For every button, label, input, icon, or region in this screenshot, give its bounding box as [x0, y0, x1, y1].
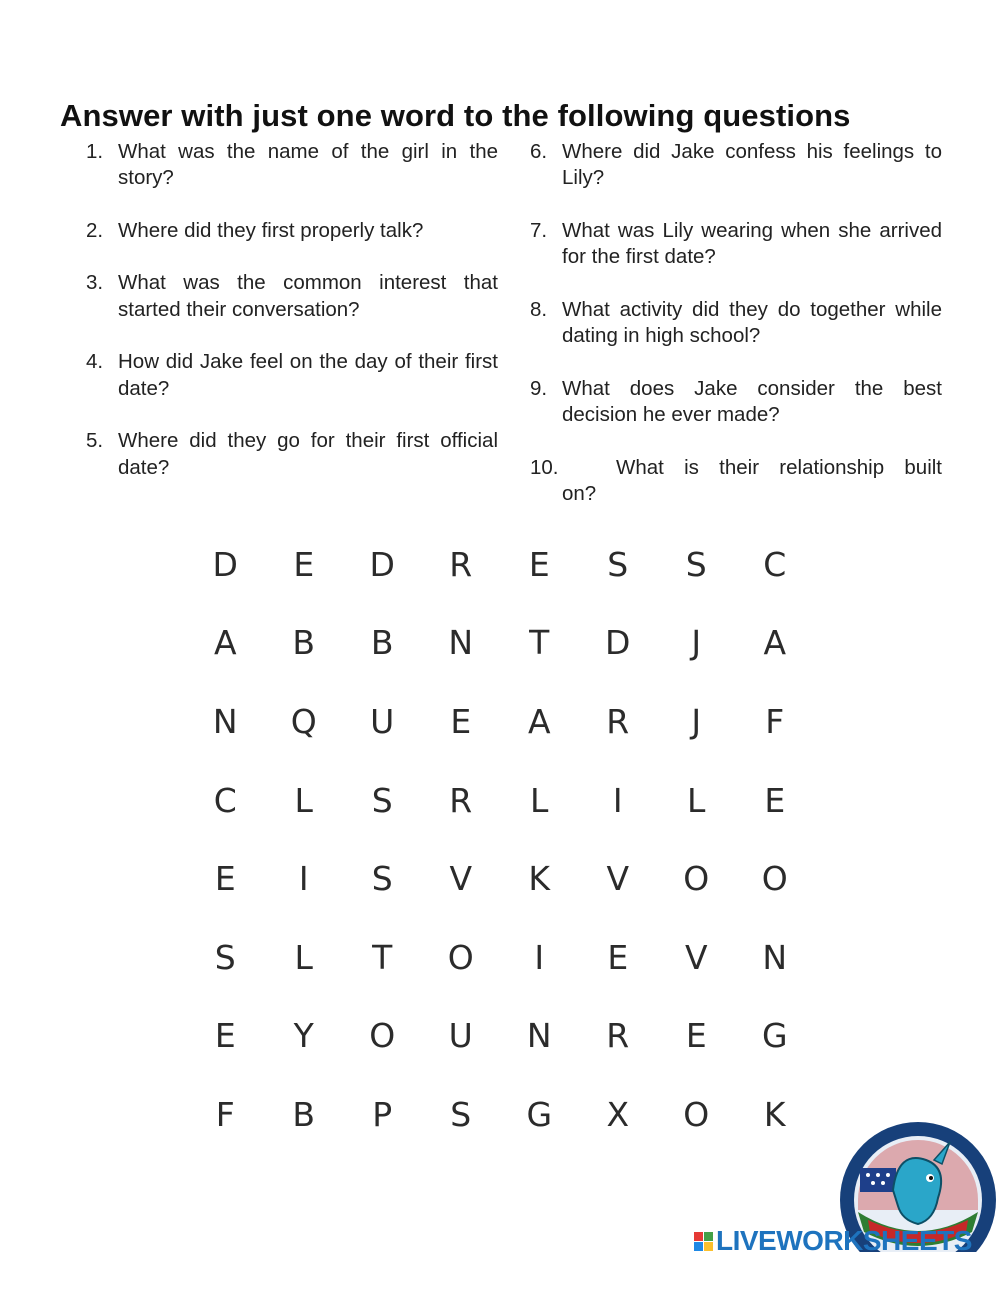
word-search-letter: V [684, 937, 708, 977]
word-search-letter: N [212, 701, 238, 741]
word-search-letter: X [606, 1094, 630, 1134]
question-number: 2. [86, 218, 104, 242]
question-item [86, 428, 498, 481]
word-search-letter: L [294, 937, 313, 977]
question-text: What was the common interest that started their conversation? [118, 271, 498, 321]
word-search-letter: R [606, 701, 630, 741]
word-search-letter: S [371, 780, 393, 820]
page-title: Answer with just one word to the following questions [60, 98, 851, 133]
word-search-letter: D [212, 544, 238, 584]
question-number: 6. [530, 140, 548, 163]
word-search-letter: R [449, 544, 473, 584]
word-search-letter: O [369, 1016, 396, 1056]
question-text: Where did they go for their first official date? [118, 429, 498, 479]
word-search-letter: B [292, 1094, 316, 1134]
word-search-letter: V [449, 859, 473, 899]
liveworksheets-brand [694, 1226, 972, 1256]
word-search-letter: N [762, 937, 788, 977]
word-search-letter: U [370, 701, 395, 741]
word-search-letter: L [687, 780, 706, 820]
word-search-letter: J [691, 701, 702, 741]
word-search-letter: T [372, 937, 393, 977]
word-search-letter: E [764, 780, 786, 820]
word-search-letter: S [214, 937, 236, 977]
word-search-letter: E [214, 859, 236, 899]
word-search-letter: B [292, 623, 316, 663]
word-search-letter: Y [293, 1016, 314, 1056]
question-item [530, 139, 942, 192]
word-search-letter: G [761, 1016, 788, 1056]
word-search-letter: O [683, 859, 710, 899]
word-search-letter: I [534, 937, 545, 977]
word-search-letter: T [529, 623, 550, 663]
word-search-letter: E [528, 544, 550, 584]
question-text: What is their relationship built [616, 455, 942, 479]
question-number: 1. [86, 140, 104, 163]
question-item [86, 139, 498, 192]
word-search-letter: Q [290, 701, 317, 741]
word-search-letter: F [215, 1094, 235, 1134]
word-search-letter: K [528, 859, 551, 899]
word-search-letter: O [761, 859, 788, 899]
word-search-letter: K [763, 1094, 786, 1134]
question-text: Where did Jake confess his feelings to Lily? [562, 140, 942, 190]
question-text: What was the name of the girl in the story? [118, 140, 498, 190]
question-text: How did Jake feel on the day of their first date? [118, 350, 498, 400]
word-search-letter: N [448, 623, 474, 663]
question-item [530, 297, 942, 350]
word-search-letter: S [450, 1094, 472, 1134]
question-number: 8. [530, 297, 548, 321]
question-item [530, 376, 942, 429]
question-number: 4. [86, 350, 104, 374]
word-search-letter: R [449, 780, 473, 820]
word-search-letter: S [685, 544, 707, 584]
question-number: 3. [86, 271, 104, 295]
question-item [86, 270, 498, 323]
word-search-letter: A [763, 623, 787, 663]
question-item [530, 218, 942, 271]
question-text: What does Jake consider the best decision he ever made? [562, 376, 942, 426]
word-search-letter: A [213, 623, 237, 663]
word-search-letter: D [605, 623, 631, 663]
question-text: What activity did they do together while dating in high school? [562, 297, 942, 348]
question-item [86, 349, 498, 402]
question-number: 9. [530, 376, 548, 400]
word-search-letter: I [298, 859, 309, 899]
question-number: 5. [86, 429, 104, 453]
word-search-letter: U [448, 1016, 473, 1056]
word-search-letter: F [765, 701, 785, 741]
question-text: Where did they first properly talk? [118, 218, 424, 242]
word-search-letter: A [527, 701, 551, 741]
word-search-letter: S [607, 544, 629, 584]
word-search-letter: L [530, 780, 549, 820]
question-number: 7. [530, 218, 548, 242]
word-search-letter: E [450, 701, 472, 741]
word-search-letter: V [606, 859, 630, 899]
question-number: 10. [530, 455, 559, 479]
question-item [86, 218, 498, 244]
word-search-letter: E [214, 1016, 236, 1056]
questions-right-column [530, 139, 942, 533]
word-search-letter: E [685, 1016, 707, 1056]
question-item [530, 455, 942, 508]
word-search-letter: E [293, 544, 315, 584]
question-text: What was Lily wearing when she arrived for the first date? [562, 218, 942, 269]
brand-name: LIVEWORKSHEETS [716, 1225, 972, 1256]
word-search-letter: L [294, 780, 313, 820]
word-search-letter: E [607, 937, 629, 977]
word-search-letter: N [526, 1016, 552, 1056]
word-search-letter: D [369, 544, 395, 584]
word-search-letter: B [370, 623, 394, 663]
question-text-continued: on? [562, 481, 597, 505]
word-search-letter: G [526, 1094, 553, 1134]
word-search-letter: O [447, 937, 474, 977]
word-search-letter: O [683, 1094, 710, 1134]
word-search-grid [186, 525, 814, 1154]
liveworksheets-logo-icon [694, 1232, 713, 1251]
word-search-letter: R [606, 1016, 630, 1056]
word-search-letter: C [763, 544, 787, 584]
word-search-letter: S [371, 859, 393, 899]
word-search-letter: J [691, 623, 702, 663]
word-search-letter: C [213, 780, 237, 820]
word-search-letter: P [372, 1094, 393, 1134]
questions-left-column [86, 139, 498, 507]
word-search-letter: I [612, 780, 623, 820]
